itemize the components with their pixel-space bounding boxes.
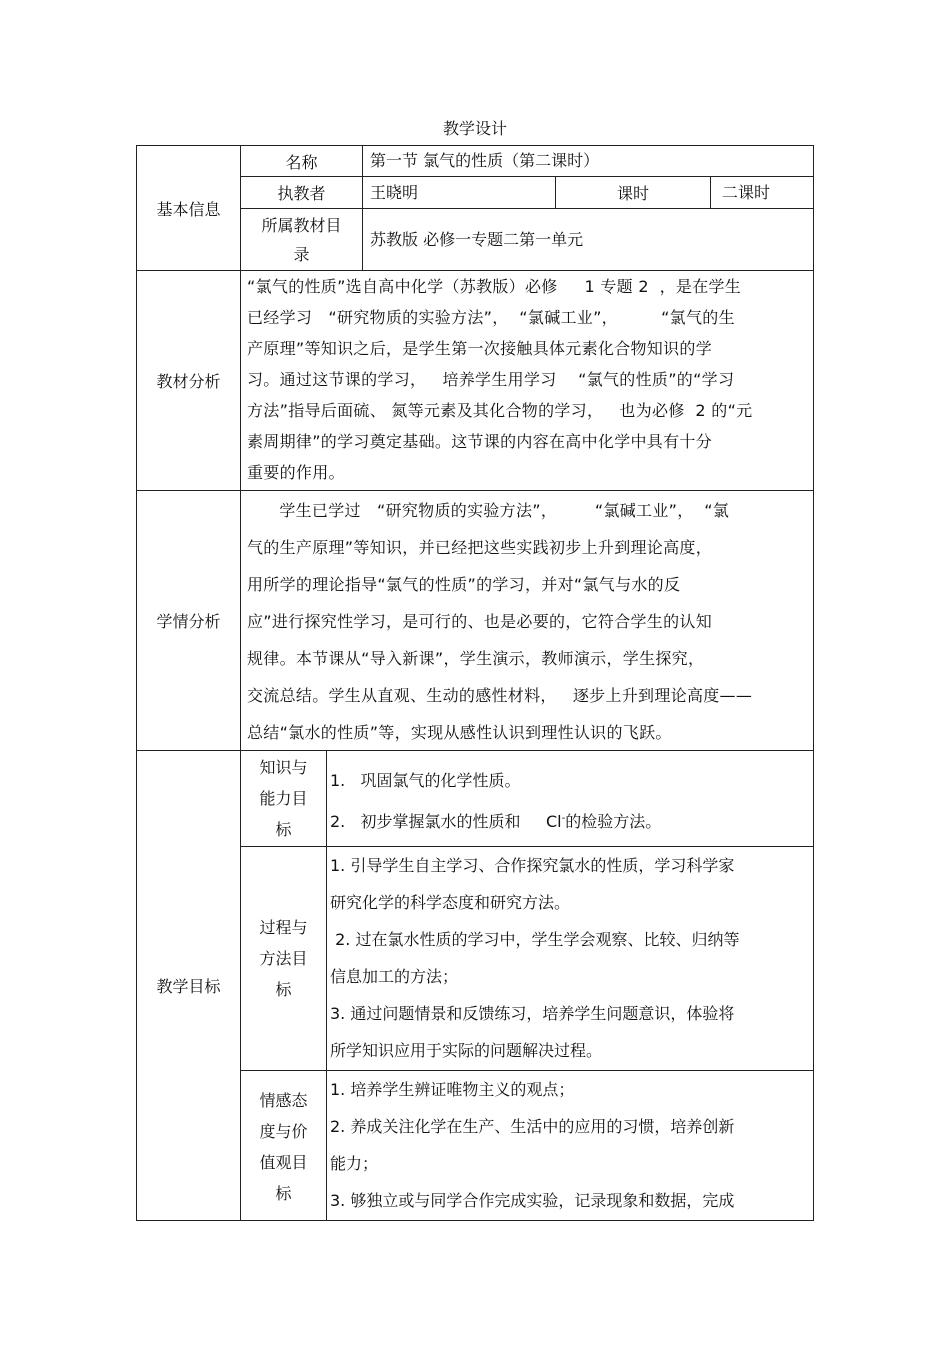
label-line: 度与价 — [259, 1122, 308, 1141]
list-item: 2. 养成关注化学在生产、生活中的应用的习惯，培养创新 — [330, 1117, 735, 1136]
student-analysis-label: 学情分析 — [156, 612, 221, 631]
list-item: 能力； — [330, 1154, 379, 1173]
catalog-label — [241, 209, 362, 270]
list-item: 2. 初步掌握氯水的性质和 Cl-的检验方法。 — [330, 812, 662, 831]
teacher-value: 王晓明 — [370, 183, 419, 202]
teaching-goals-label: 教学目标 — [156, 977, 221, 996]
text-line: 总结“氯水的性质”等，实现从感性认识到理性认识的飞跃。 — [247, 723, 672, 742]
label-line: 方法目 — [259, 949, 308, 968]
text-line: 规律。本节课从“导入新课”，学生演示，教师演示，学生探究， — [247, 649, 705, 668]
label-line: 标 — [275, 820, 292, 839]
emotion-goal-label — [241, 1085, 326, 1220]
student-analysis-text — [247, 492, 811, 751]
list-item: 1. 巩固氯气的化学性质。 — [330, 771, 521, 790]
label-line: 知识与 — [259, 758, 308, 777]
hours-label: 课时 — [616, 184, 649, 203]
label-line: 值观目 — [259, 1153, 308, 1172]
name-label: 名称 — [285, 152, 318, 172]
text-line: “氯气的性质”选自高中化学（苏教版）必修 1 专题 2 ，是在学生 — [247, 277, 742, 296]
catalog-value: 苏教版 必修一专题二第一单元 — [370, 230, 584, 249]
textbook-analysis-text — [247, 270, 811, 488]
list-item: 信息加工的方法； — [330, 967, 459, 986]
hours-value: 二课时 — [722, 183, 771, 202]
list-item: 3. 通过问题情景和反馈练习，培养学生问题意识，体验将 — [330, 1004, 735, 1023]
label-line: 标 — [275, 980, 292, 999]
catalog-label-line2: 录 — [293, 245, 310, 264]
text-line: 素周期律”的学习奠定基础。这节课的内容在高中化学中具有十分 — [247, 432, 712, 451]
text-line: 习。通过这节课的学习， 培养学生用学习 “氯气的性质”的“学习 — [247, 370, 735, 389]
list-item: 1. 引导学生自主学习、合作探究氯水的性质，学习科学家 — [330, 856, 735, 875]
list-item: 2. 过在氯水性质的学习中，学生学会观察、比较、归纳等 — [330, 930, 740, 949]
text-line: 方法”指导后面硫、 氮等元素及其化合物的学习， 也为必修 2 的“元 — [247, 401, 753, 420]
text-line: 应”进行探究性学习，是可行的、也是必要的，它符合学生的认知 — [247, 612, 712, 631]
process-goal-label — [241, 847, 326, 1070]
list-item: 1. 培养学生辨证唯物主义的观点； — [330, 1080, 575, 1099]
basic-info-label: 基本信息 — [156, 199, 221, 219]
catalog-label-line1: 所属教材目 — [261, 216, 342, 235]
label-line: 能力目 — [259, 789, 308, 808]
process-goal-list — [330, 847, 810, 1069]
teacher-label: 执教者 — [277, 184, 326, 203]
knowledge-goal-label — [241, 752, 326, 846]
text-line: 学生已学过 “研究物质的实验方法”， “氯碱工业”， “氯 — [247, 501, 730, 520]
text-line: 已经学习 “研究物质的实验方法”， “氯碱工业”， “氯气的生 — [247, 308, 735, 327]
text-line: 交流总结。学生从直观、生动的感性材料， 逐步上升到理论高度—— — [247, 686, 753, 705]
emotion-goal-list — [330, 1071, 810, 1219]
textbook-analysis-label: 教材分析 — [156, 372, 221, 391]
name-value: 第一节 氯气的性质（第二课时） — [370, 151, 600, 170]
document-title: 教学设计 — [442, 119, 507, 138]
text-line: 产原理”等知识之后，是学生第一次接触具体元素化合物知识的学 — [247, 339, 712, 358]
text-line: 气的生产原理”等知识，并已经把这些实践初步上升到理论高度， — [247, 538, 712, 557]
text-line: 重要的作用。 — [247, 463, 345, 482]
text-line: 用所学的理论指导“氯气的性质”的学习，并对“氯气与水的反 — [247, 575, 681, 594]
label-line: 过程与 — [259, 918, 308, 937]
list-item: 所学知识应用于实际的问题解决过程。 — [330, 1041, 603, 1060]
knowledge-goal-list — [330, 762, 810, 841]
list-item: 研究化学的科学态度和研究方法。 — [330, 893, 571, 912]
list-item: 3. 够独立或与同学合作完成实验，记录现象和数据，完成 — [330, 1191, 735, 1210]
label-line: 标 — [275, 1184, 292, 1203]
label-line: 情感态 — [259, 1091, 308, 1110]
